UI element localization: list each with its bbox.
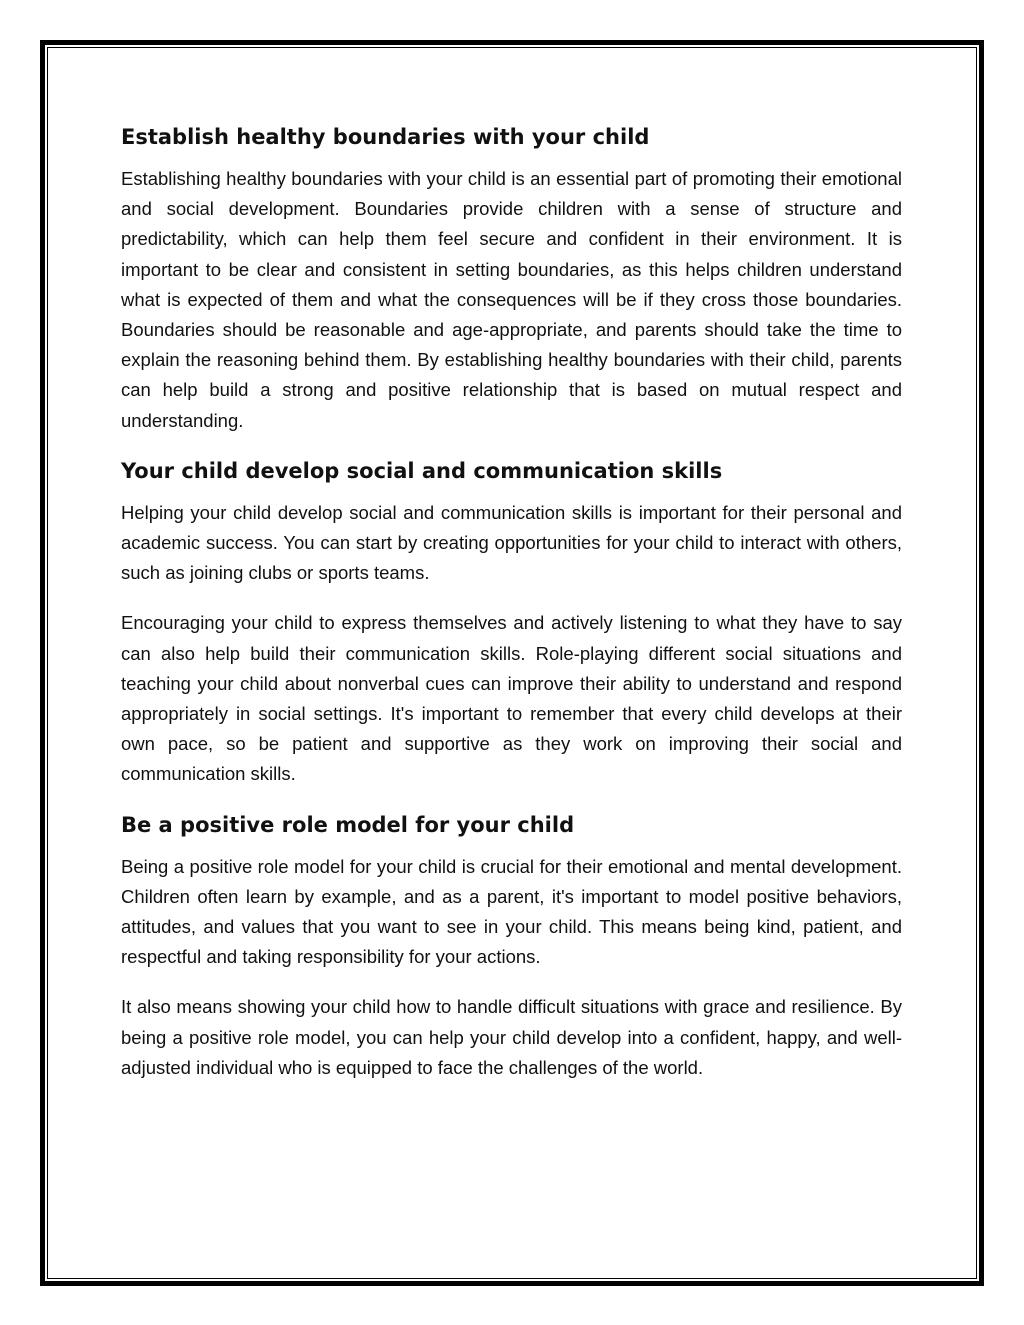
document-body	[121, 112, 902, 1103]
paragraph-role-model-2: It also means showing your child how to handle difficult situations with grace and resilience. By being a positive role model, you can help your child develop into a confident, happy, and well-adjusted individual who is equipped to face the challenges of the world.	[121, 996, 902, 1078]
section-boundaries	[121, 122, 902, 436]
section-role-model	[121, 810, 902, 1083]
heading-role-model: Be a positive role model for your child	[121, 812, 575, 837]
heading-boundaries: Establish healthy boundaries with your child	[121, 125, 650, 149]
paragraph-social-skills-1: Helping your child develop social and communication skills is important for their personal and academic success. You can start by creating opportunities for your child to interact with others, such as joining clubs or sports teams.	[121, 501, 902, 584]
paragraph-role-model-1: Being a positive role model for your child is crucial for their emotional and mental development. Children often learn by example, and as a parent, it's important to model positive behaviors, attitudes, and values that you want to see in your child. This means being kind, patient, and respectful and taking responsibility for your actions.	[121, 855, 902, 968]
paragraph-boundaries-1: Establishing healthy boundaries with your child is an essential part of promoting their emotional and social development. Boundaries provide children with a sense of structure and predictability, which can help them feel secure and confident in their environment. It is important to be clear and consistent in setting boundaries, as this helps children understand what is expected of them and what the consequences will be if they cross those boundaries. Boundaries should be reasonable and age-appropriate, and parents should take the time to explain the reasoning behind them. By establishing healthy boundaries with their child, parents can help build a strong and positive relationship that is based on mutual respect and understanding.	[121, 168, 902, 431]
section-social-skills	[121, 456, 902, 790]
heading-social-skills: Your child develop social and communication skills	[121, 458, 723, 483]
paragraph-social-skills-2: Encouraging your child to express themselves and actively listening to what they have to say can also help build their communication skills. Role-playing different social situations and teaching your child about nonverbal cues can improve their ability to understand and respond appropriately in social settings. It's important to remember that every child develops at their own pace, so be patient and supportive as they work on improving their social and communication skills.	[121, 612, 902, 785]
